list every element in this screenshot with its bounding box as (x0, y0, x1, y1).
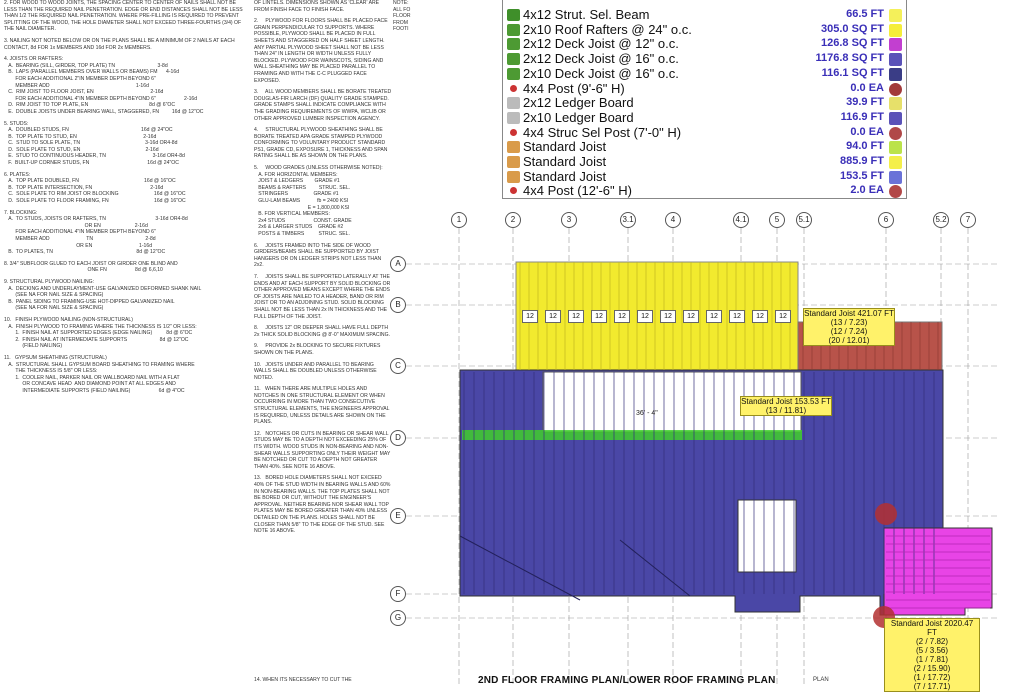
joist-count-label: 12 (775, 310, 791, 323)
grid-row-bubble: B (390, 297, 406, 313)
legend-label: 2x10 Deck Joist @ 16" o.c. (523, 65, 679, 81)
legend-label: 2x12 Deck Joist @ 16" o.c. (523, 51, 679, 67)
legend-label: 4x4 Post (12'-6" H) (523, 183, 632, 199)
callout-line: (1 / 7.81) (915, 655, 948, 664)
note-item: 9. PROVIDE 2x BLOCKING TO SECURE FIXTURES SHOWN ON THE PLANS. (254, 343, 382, 356)
legend-quantity: 0.0 EA (850, 125, 884, 138)
note-item: 5. STUDS: A. DOUBLED STUDS, FN 16d @ 24"OC B. TOP PLATE TO STUD, EN 2-16d C. STUD TO SOLE PLATE, TN 3-16d OR4-8d D. SOLE PLATE TO STUD, EN 2-16d E. STUD TO CONTINUOUS HEADER, TN 3-16d OR4-8d F. BUILT-UP CORNER STUDS, FN 16d @ 24"OC (4, 120, 185, 167)
note-item: 11. WHEN THERE ARE MULTIPLE HOLES AND NOTCHES IN ONE STRUCTURAL ELEMENT OR WHEN OCCURRING IN MORE THAN TWO CONSECUTIVE STRUCTURAL ELEMENTS, THE ENGINEERS APPROVAL IS REQUIRED, UNLESS DETAILS ARE SHOWN ON THE PLANS. (254, 386, 391, 426)
legend-label: 2x10 Ledger Board (523, 109, 634, 125)
legend-label: 4x4 Struc Sel Post (7'-0" H) (523, 124, 682, 140)
joist-count-label: 12 (752, 310, 768, 323)
grid-row-bubble: F (390, 586, 406, 602)
joist-count-label: 12 (706, 310, 722, 323)
joist-count-label: 12 (545, 310, 561, 323)
joist-count-label: 12 (568, 310, 584, 323)
grid-row-bubble: A (390, 256, 406, 272)
legend-label: 4x12 Strut. Sel. Beam (523, 7, 650, 22)
legend-quantity: 305.0 SQ FT (821, 22, 884, 35)
grid-row-bubble: E (390, 508, 406, 524)
post-marker (875, 503, 897, 525)
joist-count-label: 12 (637, 310, 653, 323)
callout-line: (20 / 12.01) (828, 336, 870, 345)
grid-column-bubble: 3.1 (620, 212, 636, 228)
legend-label: 4x4 Post (9'-6" H) (523, 80, 625, 96)
note-item: 4. STRUCTURAL PLYWOOD SHEATHING SHALL BE BORATE TREATED APA GRADE STAMPED PLYWOOD CONFORMING TO VOLUNTARY PRODUCT STANDARD PS1, GRADE CD, EXPOSURE 1, THICKNESS AND SPAN RATING SHALL BE AS SHOWN ON THE PLANS. (254, 127, 389, 160)
grid-row-bubble: D (390, 430, 406, 446)
legend-quantity: 116.1 SQ FT (821, 66, 884, 79)
callout-line: (13 / 7.23) (830, 318, 868, 327)
callout-title: Standard Joist 2020.47 FT (890, 619, 974, 637)
deck-joist-area-magenta (884, 528, 992, 615)
note-item: OF LINTELS. DIMENSIONS SHOWN AS 'CLEAR' ARE FROM FINISH FACE TO FINISH FACE. (254, 0, 381, 13)
legend-quantity: 116.9 FT (840, 110, 884, 123)
note-item: 12. NOTCHES OR CUTS IN BEARING OR SHEAR WALL STUDS MAY BE TO A DEPTH NOT EXCEEDING 25% OF ITS WIDTH. WOOD STUDS IN NON-BEARING AND NON-SHEAR WALLS SUPPORTING ONLY THEIR WEIGHT MAY BE NOTCHED OR CUT TO A DEPTH NOT GREATER THAN 40%. SEE NOTE 16 ABOVE. (254, 430, 392, 470)
grid-column-bubble: 2 (505, 212, 521, 228)
callout-line: (5 / 3.56) (915, 646, 948, 655)
grid-column-bubble: 5.1 (796, 212, 812, 228)
note-item: 10. FINISH PLYWOOD NAILING (NON-STRUCTURAL) A. FINISH PLYWOOD TO FRAMING WHERE THE THICKNESS IS 1/2" OR LESS: 1. FINISH NAIL AT SUPPORTED EDGES (EDGE NAILING) 8d @ 6"OC 2. FINISH NAIL AT INTERMEDIATE SUPPORTS 8d @ 12"OC (FIELD NAILING) (4, 316, 197, 350)
joist-count-label: 12 (591, 310, 607, 323)
note-item: 13. BORED HOLE DIAMETERS SHALL NOT EXCEED 40% OF THE STUD WIDTH IN BEARING WALLS AND 60% IN NON-BEARING WALLS. THE TOP PLATES SHALL NOT BE BORED OR CUT, WITHOUT THE ENGINEER'S APPROVAL. NEITHER BEARING NOR SHEAR WALL TOP PLATES MAY BE BORED GREATER THAN 40% UNLESS DETAILED ON THE PLANS. HOLES SHALL NOT BE CLOSER THAN 5/8" TO THE EDGE OF THE STUD. SEE NOTE 16 ABOVE. (254, 475, 392, 535)
note-item: 4. JOISTS OR RAFTERS: A. BEARING (SILL, GIRDER, TOP PLATE) TN 3-8d B. LAPS (PARALLEL MEMBERS OVER WALLS OR BEAMS) FM 4-16d FOR EACH ADDITIONAL 2"IN MEMBER DEPTH BEYOND 6" MEMBER ADD 1-16d C. RIM JOIST TO FLOOR JOIST, EN 2-16d FOR EACH ADDITIONAL 4"IN MEMBER DEPTH BEYOND 6" 2-16d D. RIM JOIST TO TOP PLATE, EN 8d @ 6"OC E. DOUBLE JOISTS UNDER BEARING WALL, STAGGERED, FN 16d @ 12"OC (4, 56, 204, 115)
legend-quantity: 94.0 FT (846, 140, 884, 153)
grid-column-bubble: 7 (960, 212, 976, 228)
grid-column-bubble: 5 (769, 212, 785, 228)
grid-column-bubble: 4.1 (733, 212, 749, 228)
grid-column-bubble: 3 (561, 212, 577, 228)
legend-label: 2x12 Deck Joist @ 12" o.c. (523, 36, 679, 52)
plan-tag: PLAN (813, 677, 829, 683)
joist-count-label: 12 (660, 310, 676, 323)
callout-line: (2 / 7.82) (915, 637, 948, 646)
grid-column-bubble: 4 (665, 212, 681, 228)
note-item: 6. JOISTS FRAMED INTO THE SIDE OF WOOD GIRDERS/BEAMS SHALL BE SUPPORTED BY JOIST HANGERS OR ON LEDGER STRIPS NOT LESS THAN 2x2. (254, 242, 383, 269)
grid-column-bubble: 6 (878, 212, 894, 228)
note-item: 3. ALL WOOD MEMBERS SHALL BE BORATE TREATED DOUGLAS-FIR LARCH (DF) QUALITY GRADE STAMPED. GRADE STAMPS SHALL INDICATE COMPLIANCE WITH THE GRADING REQUIREMENTS OF WWPA, WCLIB OR OTHER APPROVED LUMBER INSPECTION AGENCY. (254, 89, 393, 122)
legend-quantity: 126.8 SQ FT (821, 37, 884, 50)
note-item: 2. PLYWOOD FOR FLOORS SHALL BE PLACED FACE GRAIN PERPENDICULAR TO SUPPORTS. WHERE POSSIBLE, PLYWOOD SHALL BE PLACED IN FULL SHEETS AND STAGGERED ON HALF SHEET LENGTH. ANY PARTIAL PLYWOOD SHEET SHALL NOT BE LESS THAN 24" IN LENGTH OR WIDTH UNLESS FULLY BLOCKED. PLYWOOD FOR WAINSCOTS, SIDING AND WALL SHEATHING MAY BE PLACED PARALLEL TO FRAMING AND WITH THE C-C PLUGGED FACE EXPOSED. (254, 18, 390, 84)
legend-quantity: 153.5 FT (839, 169, 884, 182)
legend-quantity: 885.9 FT (839, 155, 884, 167)
callout-line: (2 / 15.90) (913, 664, 951, 673)
note-item: 9. STRUCTURAL PLYWOOD NAILING: A. DECKING AND UNDERLAYMENT-USE GALVANIZED DEFORMED SHANK NAIL (SEE NA FOR NAIL SIZE & SPACING) B. PANEL SIDING TO FRAMING-USE HOT-DIPPED GALVANIZED NAIL (SEE NA FOR NAIL SIZE & SPACING) (4, 278, 202, 312)
legend-quantity: 66.5 FT (846, 8, 884, 20)
grid-column-bubble: 5.2 (933, 212, 949, 228)
callout-line: (1 / 17.72) (913, 673, 951, 682)
note-14-start: 14. WHEN ITS NECESSARY TO CUT THE (254, 677, 352, 683)
legend-quantity: 1176.8 SQ FT (815, 52, 884, 65)
callout-standard-joist-421[interactable] (803, 308, 895, 346)
callout-title: Standard Joist 153.53 FT (741, 397, 831, 406)
joist-count-label: 12 (522, 310, 538, 323)
joist-count-label: 12 (614, 310, 630, 323)
plan-title: 2ND FLOOR FRAMING PLAN/LOWER ROOF FRAMING PLAN (478, 675, 776, 686)
grid-row-bubble: C (390, 358, 406, 374)
legend-label: Standard Joist (523, 139, 607, 155)
note-item: 6. PLATES: A. TOP PLATE DOUBLED, FN 16d @ 16"OC B. TOP PLATE INTERSECTION, FN 2-16d C. SOLE PLATE TO RIM JOIST OR BLOCKING 16d @ 16"OC D. SOLE PLATE TO FLOOR FRAMING, FN 16d @ 16"OC (4, 171, 186, 205)
callout-standard-joist-153[interactable] (740, 396, 832, 416)
dimension-label: 36' - 4" (636, 410, 658, 417)
note-item: 7. BLOCKING: A. TO STUDS, JOISTS OR RAFTERS, TN 3-16d OR4-8d OR EN 2-16d FOR EACH ADDITIONAL 4"IN MEMBER DEPTH BEYOND 6" MEMBER ADD TN 2-8d OR EN 1-16d B. TO PLATES, TN 8d @ 12"OC (4, 209, 188, 256)
grid-row-bubble: G (390, 610, 406, 626)
note-item: 5. WOOD GRADES (UNLESS OTHERWISE NOTED): A. FOR HORIZONTAL MEMBERS: JOIST & LEDGERS GRADE #1 BEAMS & RAFTERS STRUC. SEL. STRINGERS GRADE #1 GLU-LAM BEAMS fb = 2400 KSI E = 1,800,000 KSI B. FOR VERTICAL MEMBERS: 2x4 STUDS CONST. GRADE 2x6 & LARGER STUDS GRADE #2 POSTS & TIMBERS STRUC. SEL. (254, 165, 383, 237)
note-item: NOTE: ALL FO FLOOR FROM FOOTI (393, 0, 411, 33)
note-item: 10. JOISTS UNDER AND PARALLEL TO BEARING WALLS SHALL BE DOUBLED UNLESS OTHERWISE NOTED. (254, 361, 379, 381)
callout-standard-joist-2020[interactable] (884, 618, 980, 692)
callout-line: (7 / 17.71) (913, 682, 951, 691)
legend-label: Standard Joist (523, 154, 607, 169)
grid-column-bubble: 1 (451, 212, 467, 228)
joist-count-label: 12 (683, 310, 699, 323)
legend-quantity: 39.9 FT (846, 96, 884, 109)
note-item: 11. GYPSUM SHEATHING (STRUCTURAL) A. STRUCTURAL SHALL GYPSUM BOARD SHEATHING TO FRAMING WHERE THE THICKNESS IS 5/8" OR LESS: 1. COOLER NAIL, PARKER NAIL OR WALLBOARD NAIL WITH A FLAT OR CONCAVE HEAD AND DIAMOND POINT AT ALL EDGES AND INTERMEDIATE SUPPORTS (FIELD NAILING) 6d @ 4"OC (4, 354, 195, 394)
legend-label: Standard Joist (523, 168, 607, 184)
legend-label: 2x10 Roof Rafters @ 24" o.c. (523, 21, 692, 37)
note-item: 3. NAILING NOT NOTED BELOW OR ON THE PLANS SHALL BE A MINIMUM OF 2 NAILS AT EACH CONTACT, 8d FOR 1x MEMBERS AND 16d FOR 2x MEMBERS. (4, 37, 237, 51)
joist-count-label: 12 (729, 310, 745, 323)
note-item: 2. FOR WOOD TO WOOD JOINTS, THE SPACING CENTER TO CENTER OF NAILS SHALL NOT BE LESS THAN THE REQUIRED NAIL PENETRATION. EDGE OR END DISTANCES SHALL NOT BE LESS THAN 1/2 THE REQUIRED NAIL PENETRATION. WHERE PRE-FILLING IS REQUIRED TO PREVENT SPLITTING OF THE WOOD, THE HOLE DIAMETER SHALL NOT EXCEED THREE-FOURTHS (3/4) OF THE NAIL DIAMETER. (4, 0, 244, 33)
note-item: 7. JOISTS SHALL BE SUPPORTED LATERALLY AT THE ENDS AND AT EACH SUPPORT BY SOLID BLOCKING OR OTHER APPROVED MEANS EXCEPT WHERE THE ENDS OF JOISTS ARE NAILED TO A HEADER, BAND OR RIM JOIST OR TO AN ADJOINING STUD. SOLID BLOCKING SHALL NOT BE LESS THAN 2x IN THICKNESS AND THE FULL DEPTH OF THE JOIST. (254, 273, 392, 320)
legend-quantity: 0.0 EA (850, 81, 884, 94)
stair-opening (738, 500, 796, 572)
framing-areas (460, 262, 992, 615)
beam-strut-line (462, 430, 802, 440)
note-item: 8. JOISTS 12" OR DEEPER SHALL HAVE FULL DEPTH 2x THICK SOLID BLOCKING @ 8'-0" MAXIMUM SPACING. (254, 325, 390, 338)
callout-line: (13 / 11.81) (765, 406, 807, 415)
legend-quantity: 2.0 EA (850, 184, 884, 197)
callout-line: (12 / 7.24) (830, 327, 868, 336)
legend-label: 2x12 Ledger Board (523, 95, 634, 111)
note-item: 8. 3/4" SUBFLOOR GLUED TO EACH JOIST OR GIRDER ONE BLIND AND ONE FN 8d @ 6,6,10 (4, 260, 178, 274)
callout-title: Standard Joist 421.07 FT (804, 309, 894, 318)
